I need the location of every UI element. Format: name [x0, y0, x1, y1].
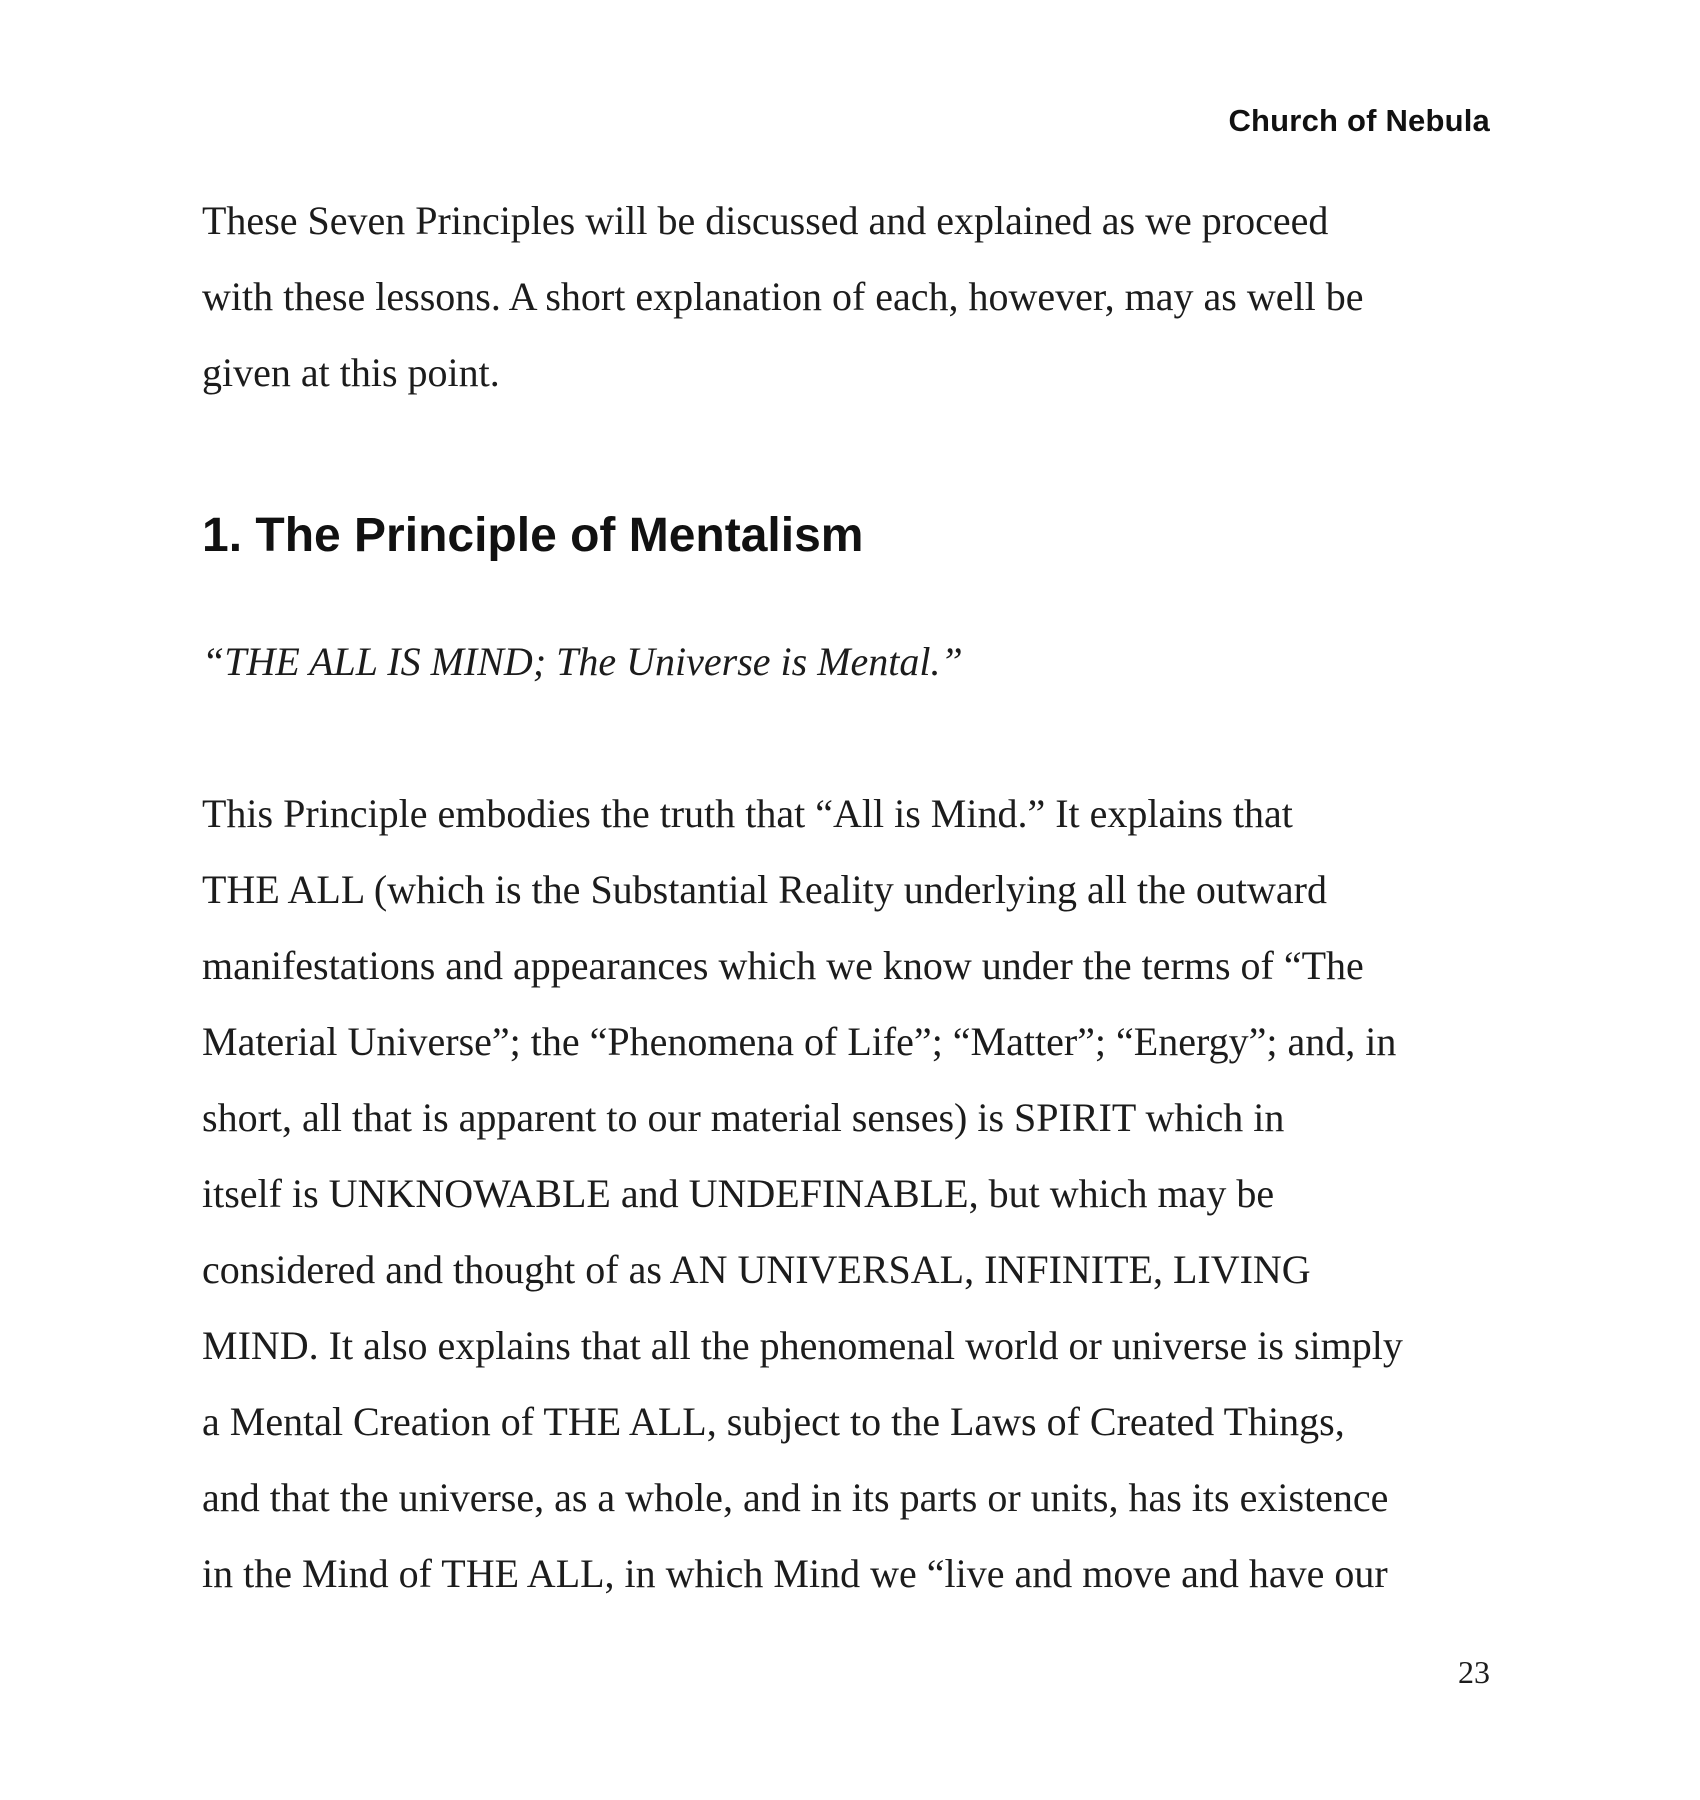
text-line: THE ALL (which is the Substantial Reality underlying all the outward — [202, 867, 1327, 912]
section-quote: “THE ALL IS MIND; The Universe is Mental.” — [202, 639, 963, 684]
text-line: with these lessons. A short explanation of each, however, may as well be — [202, 274, 1364, 319]
text-line: short, all that is apparent to our material senses) is SPIRIT which in — [202, 1095, 1285, 1140]
text-line: manifestations and appearances which we know under the terms of “The — [202, 943, 1364, 988]
text-line: These Seven Principles will be discussed and explained as we proceed — [202, 198, 1329, 243]
text-line: in the Mind of THE ALL, in which Mind we “live and move and have our — [202, 1551, 1388, 1596]
text-line: considered and thought of as AN UNIVERSAL, INFINITE, LIVING — [202, 1247, 1311, 1292]
text-line: given at this point. — [202, 350, 500, 395]
text-line: Material Universe”; the “Phenomena of Life”; “Matter”; “Energy”; and, in — [202, 1019, 1397, 1064]
page-number: 23 — [1458, 1654, 1490, 1690]
body-paragraph — [202, 776, 1403, 1612]
text-line: MIND. It also explains that all the phenomenal world or universe is simply — [202, 1323, 1403, 1368]
section-heading: 1. The Principle of Mentalism — [202, 509, 864, 562]
text-line: a Mental Creation of THE ALL, subject to the Laws of Created Things, — [202, 1399, 1345, 1444]
running-header: Church of Nebula — [1228, 103, 1490, 138]
intro-paragraph — [202, 183, 1363, 411]
text-line: This Principle embodies the truth that “All is Mind.” It explains that — [202, 791, 1293, 836]
text-line: itself is UNKNOWABLE and UNDEFINABLE, but which may be — [202, 1171, 1275, 1216]
text-line: and that the universe, as a whole, and in its parts or units, has its existence — [202, 1475, 1389, 1520]
